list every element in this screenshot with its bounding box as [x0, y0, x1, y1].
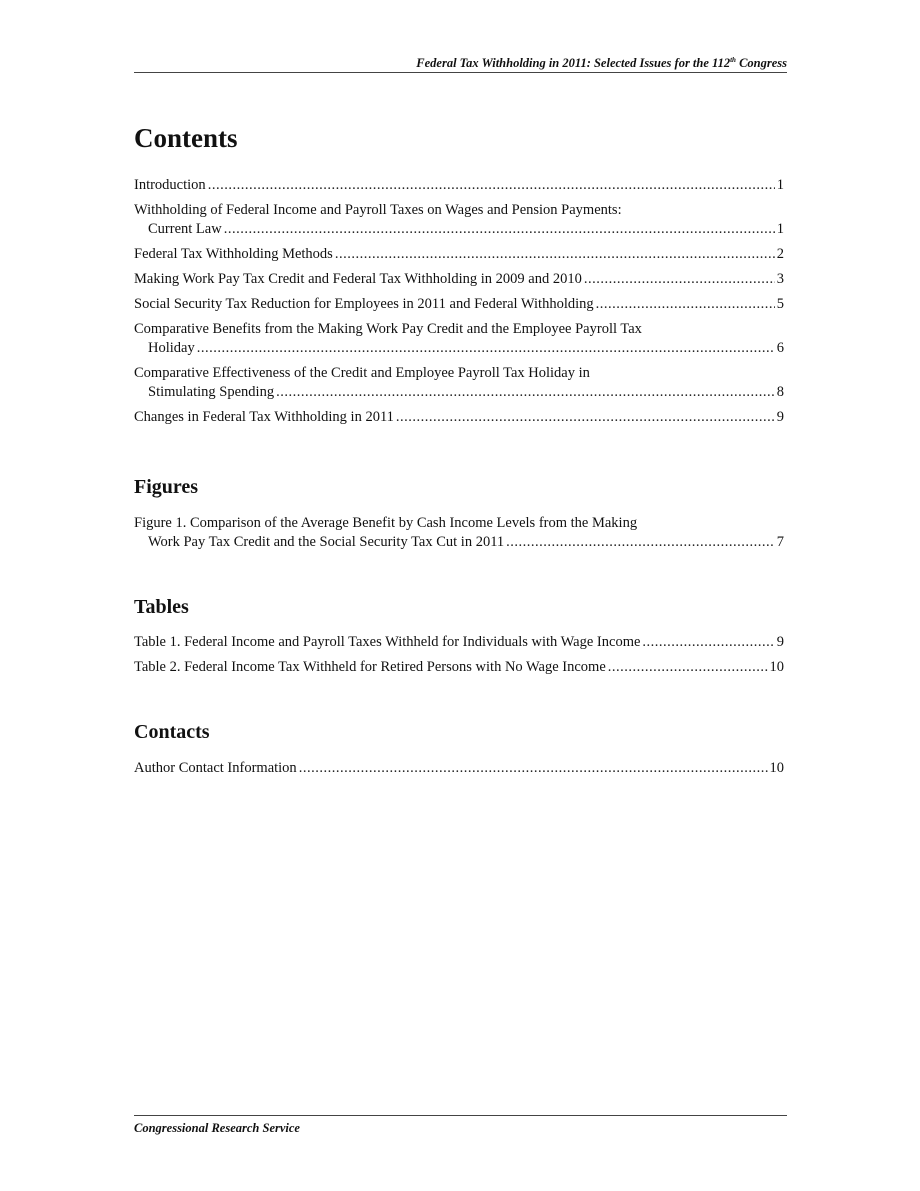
toc-entry[interactable] — [134, 201, 784, 239]
header-title-end: Congress — [735, 56, 787, 71]
toc-entry[interactable] — [134, 633, 784, 652]
toc-entry[interactable] — [134, 514, 784, 552]
toc-entry-text-continued: Stimulating Spending — [148, 384, 275, 400]
figures-list — [134, 514, 784, 552]
contacts-title: Contacts — [134, 721, 210, 743]
leader-dots — [596, 295, 775, 314]
toc-page-number: 9 — [776, 634, 784, 650]
contents-list — [134, 176, 784, 427]
running-header — [134, 56, 787, 71]
toc-entry[interactable] — [134, 295, 784, 314]
leader-dots — [299, 759, 768, 778]
toc-page-number: 8 — [776, 384, 784, 400]
header-title-superscript: th — [730, 56, 736, 64]
toc-page-number: 9 — [776, 409, 784, 425]
toc-entry-text: Making Work Pay Tax Credit and Federal Tax Withholding in 2009 and 2010 — [134, 271, 582, 287]
toc-entry[interactable] — [134, 759, 784, 778]
leader-dots — [276, 383, 775, 402]
toc-entry-text: Social Security Tax Reduction for Employees in 2011 and Federal Withholding — [134, 296, 594, 312]
toc-entry[interactable] — [134, 658, 784, 677]
toc-entry-text: Comparative Effectiveness of the Credit and Employee Payroll Tax Holiday in — [134, 365, 590, 381]
toc-page-number: 3 — [776, 271, 784, 287]
footer-rule — [134, 1115, 787, 1116]
toc-page-number: 10 — [769, 760, 784, 776]
toc-page-number: 1 — [776, 177, 784, 193]
toc-entry[interactable] — [134, 176, 784, 195]
toc-entry-text: Introduction — [134, 177, 206, 193]
toc-entry-text-continued: Holiday — [148, 340, 195, 356]
toc-page-number: 10 — [769, 659, 784, 675]
toc-entry-text: Comparative Benefits from the Making Work Pay Credit and the Employee Payroll Tax — [134, 321, 642, 337]
toc-entry-text-continued: Current Law — [148, 221, 222, 237]
toc-entry-text: Table 2. Federal Income Tax Withheld for Retired Persons with No Wage Income — [134, 659, 606, 675]
leader-dots — [506, 533, 775, 552]
toc-page-number: 5 — [776, 296, 784, 312]
leader-dots — [642, 633, 774, 652]
toc-page-number: 6 — [776, 340, 784, 356]
tables-list — [134, 633, 784, 677]
toc-entry[interactable] — [134, 320, 784, 358]
toc-entry[interactable] — [134, 364, 784, 402]
running-footer: Congressional Research Service — [134, 1121, 300, 1135]
toc-entry-text: Withholding of Federal Income and Payroll Taxes on Wages and Pension Payments: — [134, 202, 622, 218]
figures-title: Figures — [134, 476, 199, 498]
leader-dots — [208, 176, 775, 195]
toc-page-number: 7 — [776, 534, 784, 550]
contacts-list — [134, 759, 784, 778]
contents-title: Contents — [134, 123, 238, 153]
leader-dots — [584, 270, 775, 289]
leader-dots — [224, 220, 775, 239]
header-rule — [134, 72, 787, 73]
toc-page-number: 2 — [776, 246, 784, 262]
leader-dots — [608, 658, 768, 677]
toc-entry-text-continued: Work Pay Tax Credit and the Social Security Tax Cut in 2011 — [148, 534, 505, 550]
tables-title: Tables — [134, 596, 189, 618]
leader-dots — [197, 339, 775, 358]
toc-entry-text: Changes in Federal Tax Withholding in 2011 — [134, 409, 394, 425]
toc-entry-text: Federal Tax Withholding Methods — [134, 246, 333, 262]
leader-dots — [335, 245, 775, 264]
toc-entry[interactable] — [134, 245, 784, 264]
toc-entry[interactable] — [134, 270, 784, 289]
toc-entry[interactable] — [134, 408, 784, 427]
toc-page-number: 1 — [776, 221, 784, 237]
leader-dots — [396, 408, 775, 427]
toc-entry-text: Author Contact Information — [134, 760, 297, 776]
header-title: Federal Tax Withholding in 2011: Selected Issues for the 112 — [416, 56, 731, 71]
toc-entry-text: Table 1. Federal Income and Payroll Taxes Withheld for Individuals with Wage Income — [134, 634, 641, 650]
toc-entry-text: Figure 1. Comparison of the Average Benefit by Cash Income Levels from the Making — [134, 515, 638, 531]
